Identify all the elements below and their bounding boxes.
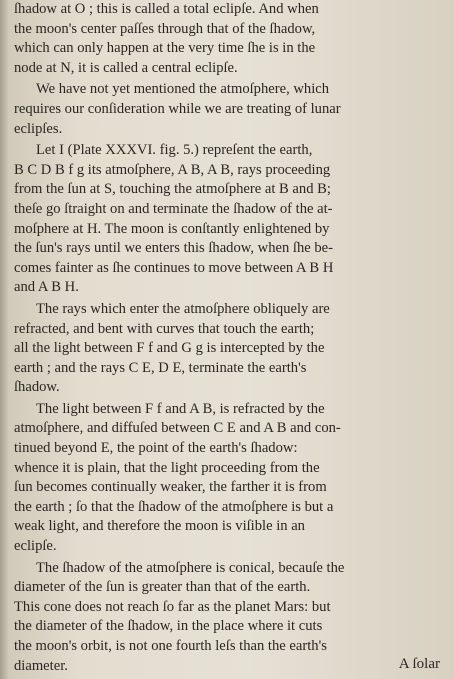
text-line: which can only happen at the very time ſhe is in the	[14, 40, 316, 57]
text-line: weak light, and therefore the moon is viſible in an	[14, 518, 305, 535]
text-line: whence it is plain, that the light proceeding from the	[14, 459, 320, 476]
text-line: the ſun's rays until we enters this ſhadow, when ſhe be-	[14, 240, 334, 257]
text-line: ſun becomes continually weaker, the farther it is from	[14, 479, 327, 496]
paragraph	[14, 80, 446, 139]
paragraph	[14, 300, 446, 398]
text-line: ſhadow at O ; this is called a total eclipſe. And when	[14, 1, 319, 17]
text-line: This cone does not reach ſo far as the planet Mars: but	[14, 598, 331, 615]
text-line: eclipſes.	[14, 120, 63, 137]
text-line: from the ſun at S, touching the atmoſphere at B and B;	[14, 181, 331, 198]
text-line: the moon's center paſſes through that of the ſhadow,	[14, 20, 316, 37]
body-text	[14, 0, 446, 678]
text-line: all the light between F f and G g is intercepted by the	[14, 340, 325, 357]
text-line: tinued beyond E, the point of the earth's ſhadow:	[14, 440, 298, 457]
paragraph	[14, 0, 446, 78]
text-line: the earth ; ſo that the ſhadow of the atmoſphere is but a	[14, 498, 334, 515]
text-line: ſhadow.	[14, 379, 60, 396]
text-line: atmoſphere, and diffuſed between C E and A B and con-	[14, 420, 341, 437]
text-line: theſe go ſtraight on and terminate the ſhadow of the at-	[14, 200, 333, 217]
text-line: B C D B f g its atmoſphere, A B, A B, rays proceeding	[14, 161, 331, 178]
text-line: the moon's orbit, is not one fourth leſs than the earth's	[14, 638, 327, 654]
text-line: The ſhadow of the atmoſphere is conical, becauſe the	[36, 559, 345, 576]
page-gutter	[0, 0, 8, 679]
text-line: diameter.	[14, 657, 68, 674]
catchword: A ſolar	[398, 656, 440, 672]
text-line: comes fainter as ſhe continues to move between A B H	[14, 259, 334, 276]
text-line: moſphere at H. The moon is conſtantly enlightened by	[14, 220, 330, 237]
text-line: The rays which enter the atmoſphere obliquely are	[36, 300, 330, 317]
text-line: eclipſe.	[14, 538, 57, 555]
text-line: We have not yet mentioned the atmoſphere, which	[36, 81, 330, 98]
paragraph	[14, 559, 446, 677]
text-line: The light between F f and A B, is refracted by the	[36, 400, 325, 417]
text-line: node at N, it is called a central eclipſe.	[14, 59, 238, 76]
text-line: diameter of the ſun is greater than that of the earth.	[14, 579, 311, 596]
text-line: and A B H.	[14, 279, 79, 296]
paragraph	[14, 141, 446, 298]
paragraph	[14, 400, 446, 557]
text-line: refracted, and bent with curves that touch the earth;	[14, 320, 315, 337]
text-line: Let I (Plate XXXVI. fig. 5.) repreſent the earth,	[36, 142, 313, 159]
text-line: earth ; and the rays C E, D E, terminate the earth's	[14, 359, 307, 376]
text-line: the diameter of the ſhadow, in the place where it cuts	[14, 618, 323, 635]
text-line: requires our conſideration while we are treating of lunar	[14, 100, 341, 117]
